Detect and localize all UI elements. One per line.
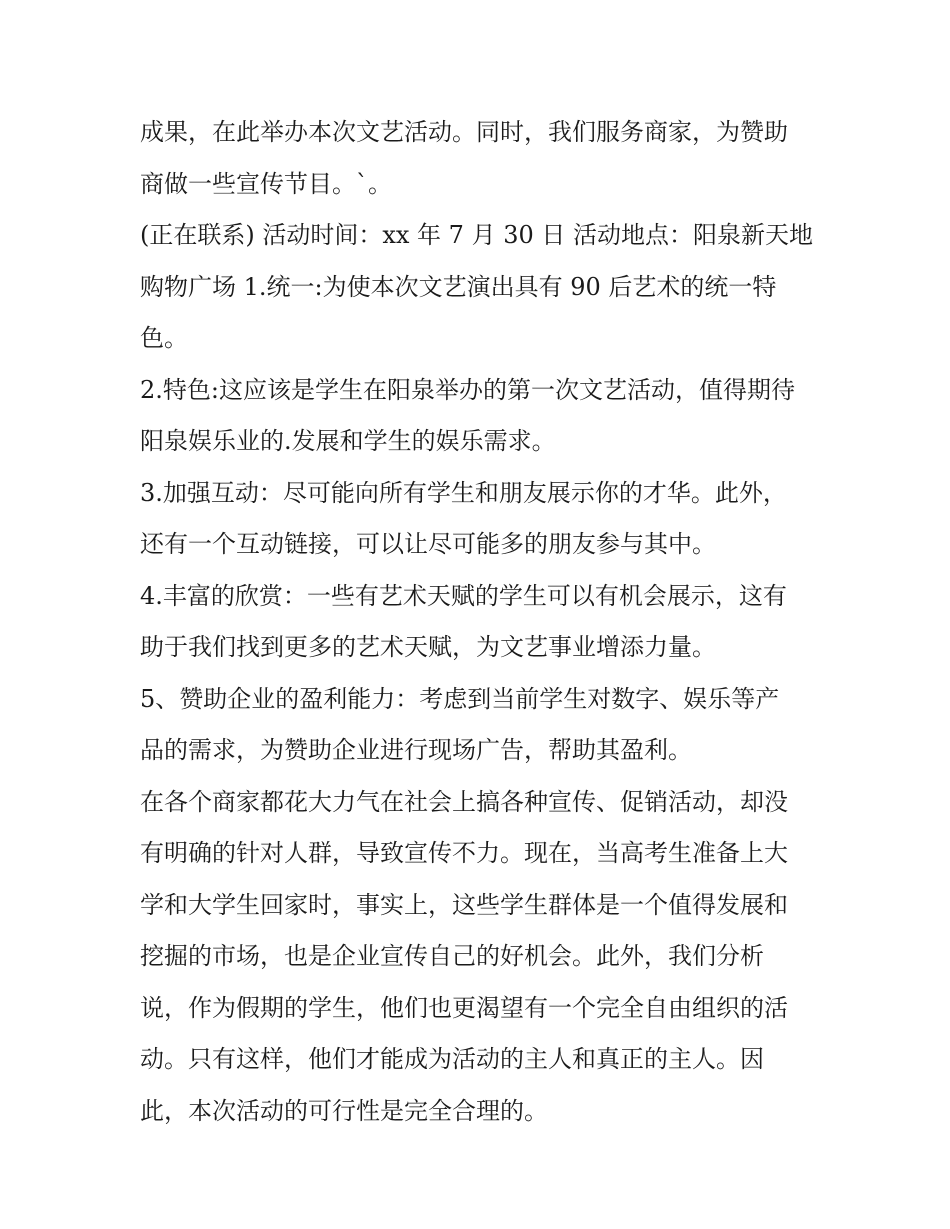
paragraph-feature: 2.特色:这应该是学生在阳泉举办的第一次文艺活动，值得期待 阳泉娱乐业的.发展和学生的娱乐需求。 bbox=[140, 375, 795, 455]
paragraph-time-location: (正在联系) 活动时间：xx 年 7 月 30 日 活动地点：阳泉新天地 购物广场 1.统一:为使本次文艺演出具有 90 后艺术的统一特 色。 bbox=[140, 221, 814, 352]
paragraph-intro-result: 成果，在此举办本次文艺活动。同时，我们服务商家，为赞助 商做一些宣传节目。`。 bbox=[140, 118, 788, 198]
paragraph-sponsor-profit: 5、赞助企业的盈利能力：考虑到当前学生对数字、娱乐等产 品的需求，为赞助企业进行现场广告，帮助其盈利。 bbox=[140, 684, 780, 764]
paragraph-appreciation: 4.丰富的欣赏：一些有艺术天赋的学生可以有机会展示，这有 助于我们找到更多的艺术天赋，为文艺事业增添力量。 bbox=[140, 581, 787, 661]
paragraph-interaction: 3.加强互动：尽可能向所有学生和朋友展示你的才华。此外， 还有一个互动链接，可以让尽可能多的朋友参与其中。 bbox=[140, 478, 787, 558]
paragraph-feasibility: 在各个商家都花大力气在社会上搞各种宣传、促销活动，却没 有明确的针对人群，导致宣传不力。现在，当高考生准备上大 学和大学生回家时，事实上，这些学生群体是一个值得发展和 挖掘的市场，也是企业宣传自己的好机会。此外，我们分析 说，作为假期的学生，他们也更渴望有一个完全自由组织的活 动。只有这样，他们才能成为活动的主人和真正的主人。因 此，本次活动的可行性是完全合理的。 bbox=[140, 787, 788, 1125]
document-body bbox=[140, 107, 820, 1137]
